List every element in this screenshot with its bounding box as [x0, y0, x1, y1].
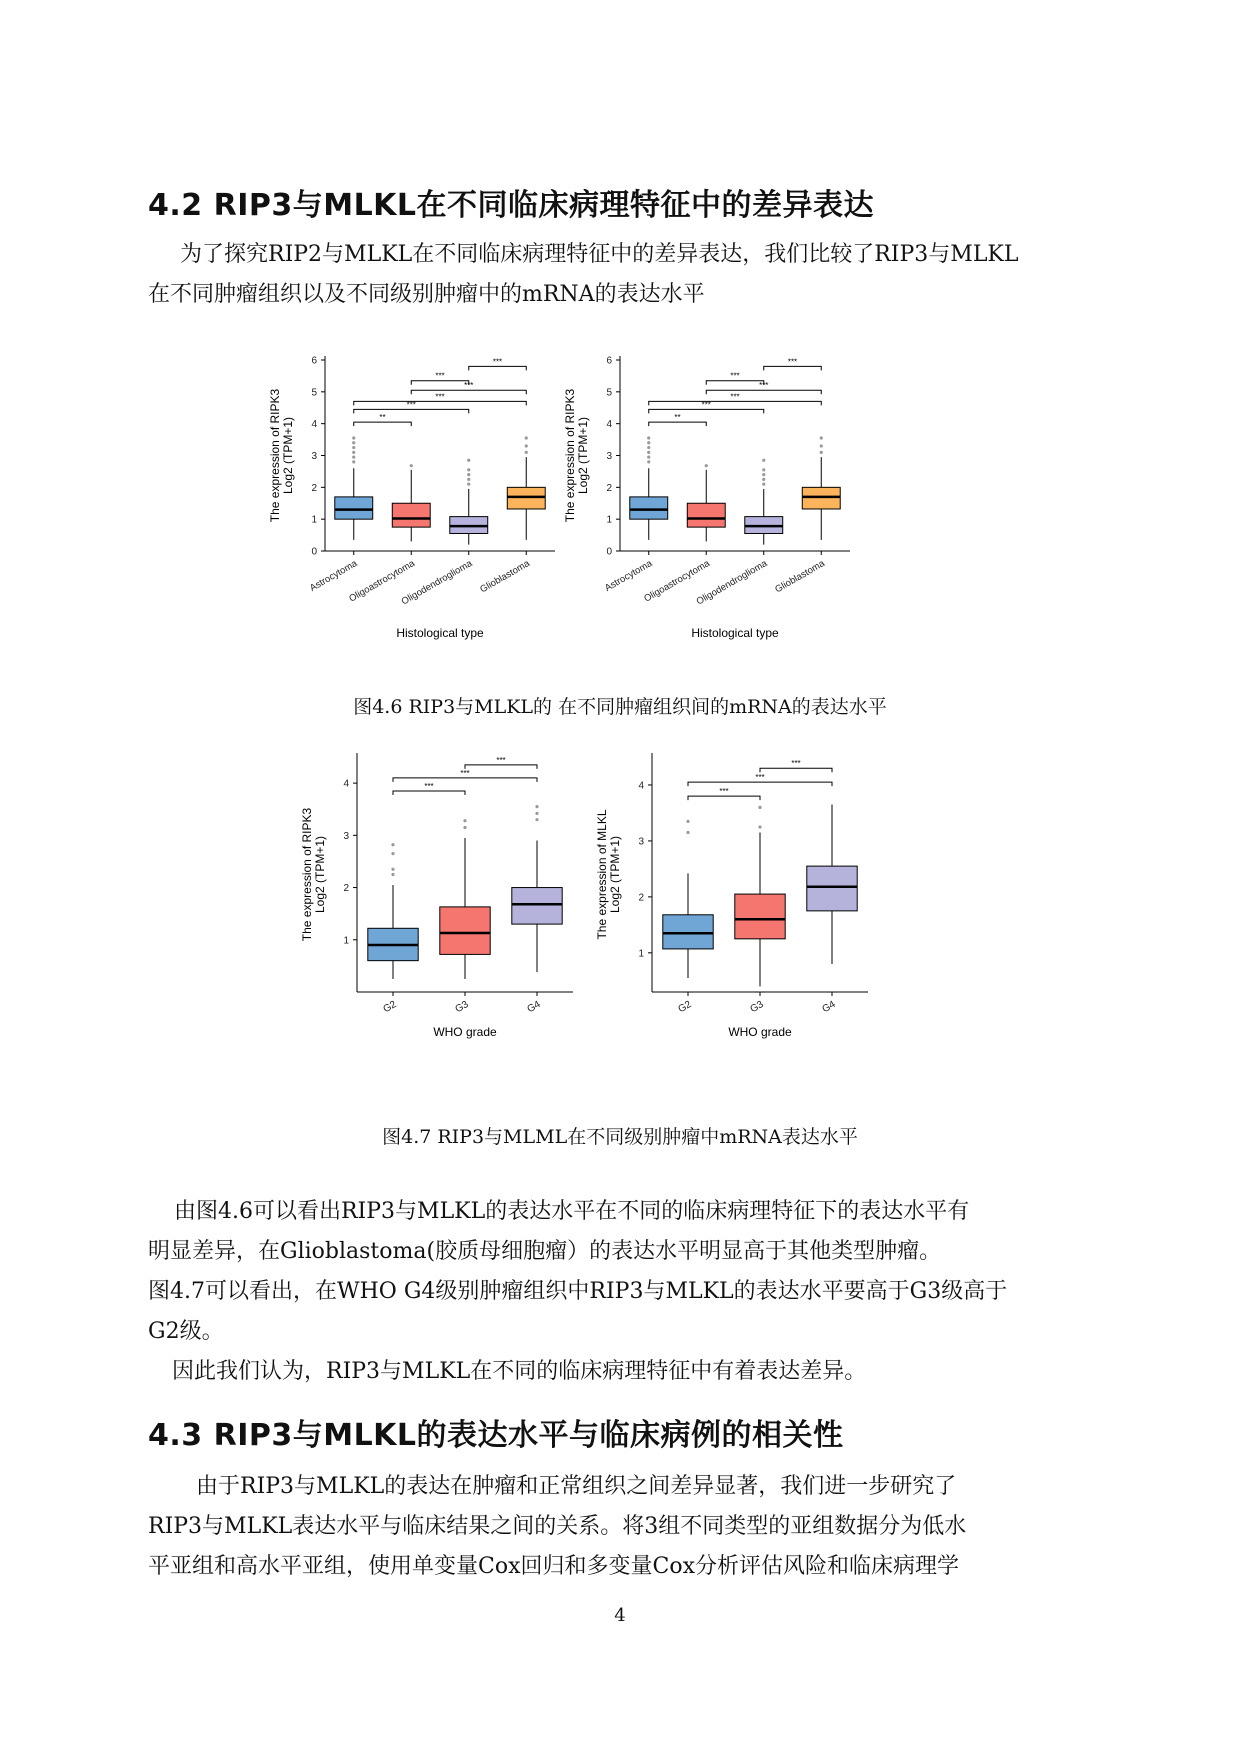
significance-label: *** [791, 759, 801, 769]
significance-label: *** [755, 773, 765, 783]
significance-label: *** [730, 392, 740, 402]
outlier-point [820, 436, 823, 439]
significance-label: *** [464, 381, 474, 391]
outlier-point [525, 436, 528, 439]
box-g4 [807, 866, 857, 911]
histology-boxplot-right [560, 345, 860, 645]
x-tick-label: Astrocytoma [308, 558, 360, 594]
box-g3 [735, 894, 785, 939]
outlier-point [352, 441, 355, 444]
x-tick-label: G2 [381, 999, 399, 1016]
outlier-point [705, 464, 708, 467]
y-axis-unit: Log2 (TPM+1) [576, 416, 590, 495]
outlier-point [391, 852, 394, 855]
x-tick-label: G2 [676, 999, 694, 1016]
y-tick-label: 2 [606, 482, 612, 494]
x-tick-label: Glioblastoma [478, 558, 532, 596]
significance-label: *** [424, 781, 434, 791]
outlier-point [463, 826, 466, 829]
outlier-point [647, 460, 650, 463]
y-axis-title: The expression of MLKL [595, 809, 609, 940]
outlier-point [352, 436, 355, 439]
discussion-line-1: 由图4.6可以看出RIP3与MLKL的表达水平在不同的临床病理特征下的表达水平有 [174, 1199, 970, 1224]
box-glioblastoma [507, 487, 545, 509]
histology-boxplot-left [265, 345, 565, 645]
outlier-point [352, 446, 355, 449]
significance-label: *** [496, 755, 506, 765]
significance-bracket [411, 390, 526, 394]
outlier-point [391, 843, 394, 846]
outlier-point [686, 831, 689, 834]
box-g2 [663, 915, 713, 949]
y-tick-label: 4 [311, 419, 317, 431]
outlier-point [467, 468, 470, 471]
y-axis-unit: Log2 (TPM+1) [313, 835, 327, 914]
significance-bracket [393, 778, 537, 782]
box-g3 [440, 907, 490, 955]
outlier-point [535, 818, 538, 821]
y-tick-label: 6 [606, 355, 612, 367]
significance-label: *** [787, 357, 798, 367]
outlier-point [647, 441, 650, 444]
x-tick-label: G3 [748, 999, 766, 1016]
outlier-point [467, 483, 470, 486]
x-tick-label: Astrocytoma [603, 558, 655, 594]
significance-label: *** [460, 768, 470, 778]
significance-label: *** [492, 357, 503, 367]
intro-line-1: 为了探究RIP2与MLKL在不同临床病理特征中的差异表达，我们比较了RIP3与MLKL [180, 242, 1019, 267]
box-astrocytoma [335, 497, 373, 519]
y-tick-label: 1 [343, 935, 349, 947]
y-tick-label: 5 [606, 387, 612, 399]
correlation-line-2: RIP3与MLKL表达水平与临床结果之间的关系。将3组不同类型的亚组数据分为低水 [148, 1514, 967, 1539]
y-tick-label: 5 [311, 387, 317, 399]
significance-bracket [469, 366, 527, 370]
outlier-point [820, 444, 823, 447]
outlier-point [647, 436, 650, 439]
outlier-point [686, 820, 689, 823]
x-tick-label: G3 [453, 999, 471, 1016]
outlier-point [762, 473, 765, 476]
outlier-point [762, 468, 765, 471]
outlier-point [467, 473, 470, 476]
y-axis-unit: Log2 (TPM+1) [281, 416, 295, 495]
grade-boxplot-right [590, 745, 880, 1045]
y-axis-title: The expression of RIPK3 [300, 807, 314, 942]
outlier-point [525, 444, 528, 447]
significance-label: *** [701, 400, 711, 410]
x-tick-label: G4 [525, 999, 543, 1016]
significance-bracket [649, 422, 707, 426]
significance-bracket [411, 381, 469, 385]
significance-bracket [760, 768, 832, 772]
y-tick-label: 2 [343, 883, 349, 895]
significance-bracket [764, 366, 822, 370]
box-astrocytoma [630, 497, 668, 519]
outlier-point [467, 459, 470, 462]
outlier-point [525, 451, 528, 454]
x-tick-label: G4 [820, 999, 838, 1016]
y-tick-label: 4 [343, 778, 349, 790]
significance-bracket [688, 796, 760, 800]
x-tick-label: Oligodendroglioma [399, 558, 475, 608]
y-tick-label: 4 [638, 780, 644, 792]
significance-bracket [354, 422, 412, 426]
y-tick-label: 3 [311, 451, 317, 462]
significance-label: *** [406, 400, 416, 410]
y-axis-unit: Log2 (TPM+1) [608, 835, 622, 914]
y-tick-label: 0 [606, 546, 612, 558]
significance-label: *** [730, 371, 740, 381]
x-axis-title: Histological type [396, 626, 484, 640]
outlier-point [647, 451, 650, 454]
significance-label: *** [759, 381, 769, 391]
figure-4-7-caption: 图4.7 RIP3与MLML在不同级别肿瘤中mRNA表达水平 [382, 1126, 858, 1148]
outlier-point [762, 483, 765, 486]
y-tick-label: 1 [311, 514, 317, 526]
x-tick-label: Oligoastrocytoma [642, 558, 712, 605]
box-oligoastrocytoma [392, 503, 430, 527]
y-tick-label: 1 [606, 514, 612, 526]
box-oligoastrocytoma [687, 503, 725, 527]
x-axis-title: Histological type [691, 626, 779, 640]
correlation-line-1: 由于RIP3与MLKL的表达在肿瘤和正常组织之间差异显著，我们进一步研究了 [196, 1474, 957, 1499]
outlier-point [467, 478, 470, 481]
y-tick-label: 3 [606, 451, 612, 462]
y-tick-label: 1 [638, 948, 644, 960]
significance-bracket [354, 401, 527, 405]
grade-boxplot-left [295, 745, 585, 1045]
outlier-point [762, 459, 765, 462]
box-glioblastoma [802, 487, 840, 509]
discussion-line-5: 因此我们认为，RIP3与MLKL在不同的临床病理特征中有着表达差异。 [172, 1359, 867, 1384]
discussion-line-3: 图4.7可以看出，在WHO G4级别肿瘤组织中RIP3与MLKL的表达水平要高于G3级高于 [148, 1279, 1008, 1304]
x-tick-label: Oligodendroglioma [694, 558, 770, 608]
outlier-point [758, 825, 761, 828]
outlier-point [352, 460, 355, 463]
outlier-point [647, 446, 650, 449]
outlier-point [820, 451, 823, 454]
significance-bracket [688, 782, 832, 786]
outlier-point [463, 819, 466, 822]
y-tick-label: 2 [638, 892, 644, 904]
significance-bracket [706, 390, 821, 394]
significance-bracket [649, 409, 764, 413]
y-tick-label: 0 [311, 546, 317, 558]
y-tick-label: 6 [311, 355, 317, 367]
outlier-point [410, 464, 413, 467]
significance-label: *** [435, 392, 445, 402]
outlier-point [758, 806, 761, 809]
significance-bracket [354, 409, 469, 413]
x-axis-title: WHO grade [433, 1025, 497, 1039]
outlier-point [352, 451, 355, 454]
discussion-line-4: G2级。 [148, 1319, 224, 1344]
outlier-point [647, 455, 650, 458]
y-tick-label: 2 [311, 482, 317, 494]
outlier-point [391, 868, 394, 871]
significance-bracket [706, 381, 764, 385]
discussion-line-2: 明显差异，在Glioblastoma(胶质母细胞瘤）的表达水平明显高于其他类型肿瘤。 [148, 1239, 942, 1264]
y-tick-label: 4 [606, 419, 612, 431]
outlier-point [391, 873, 394, 876]
x-tick-label: Glioblastoma [773, 558, 827, 596]
box-g4 [512, 888, 562, 925]
correlation-line-3: 平亚组和高水平亚组，使用单变量Cox回归和多变量Cox分析评估风险和临床病理学 [148, 1554, 959, 1579]
y-tick-label: 3 [343, 830, 349, 842]
y-axis-title: The expression of RIPK3 [563, 388, 577, 523]
x-tick-label: Oligoastrocytoma [347, 558, 417, 605]
x-axis-title: WHO grade [728, 1025, 792, 1039]
outlier-point [762, 478, 765, 481]
y-tick-label: 3 [638, 836, 644, 848]
outlier-point [352, 455, 355, 458]
outlier-point [535, 812, 538, 815]
section-heading-4-3: 4.3 RIP3与MLKL的表达水平与临床病例的相关性 [148, 1418, 844, 1453]
page-number: 4 [614, 1605, 626, 1626]
significance-bracket [465, 765, 537, 769]
figure-4-6-caption: 图4.6 RIP3与MLKL的 在不同肿瘤组织间的mRNA的表达水平 [353, 696, 887, 718]
significance-label: ** [379, 413, 386, 423]
significance-bracket [393, 791, 465, 795]
significance-label: *** [719, 787, 729, 797]
y-axis-title: The expression of RIPK3 [268, 388, 282, 523]
outlier-point [535, 805, 538, 808]
significance-label: ** [674, 413, 681, 423]
significance-label: *** [435, 371, 445, 381]
section-heading-4-2: 4.2 RIP3与MLKL在不同临床病理特征中的差异表达 [148, 188, 875, 223]
significance-bracket [649, 401, 822, 405]
intro-line-2: 在不同肿瘤组织以及不同级别肿瘤中的mRNA的表达水平 [148, 282, 705, 307]
